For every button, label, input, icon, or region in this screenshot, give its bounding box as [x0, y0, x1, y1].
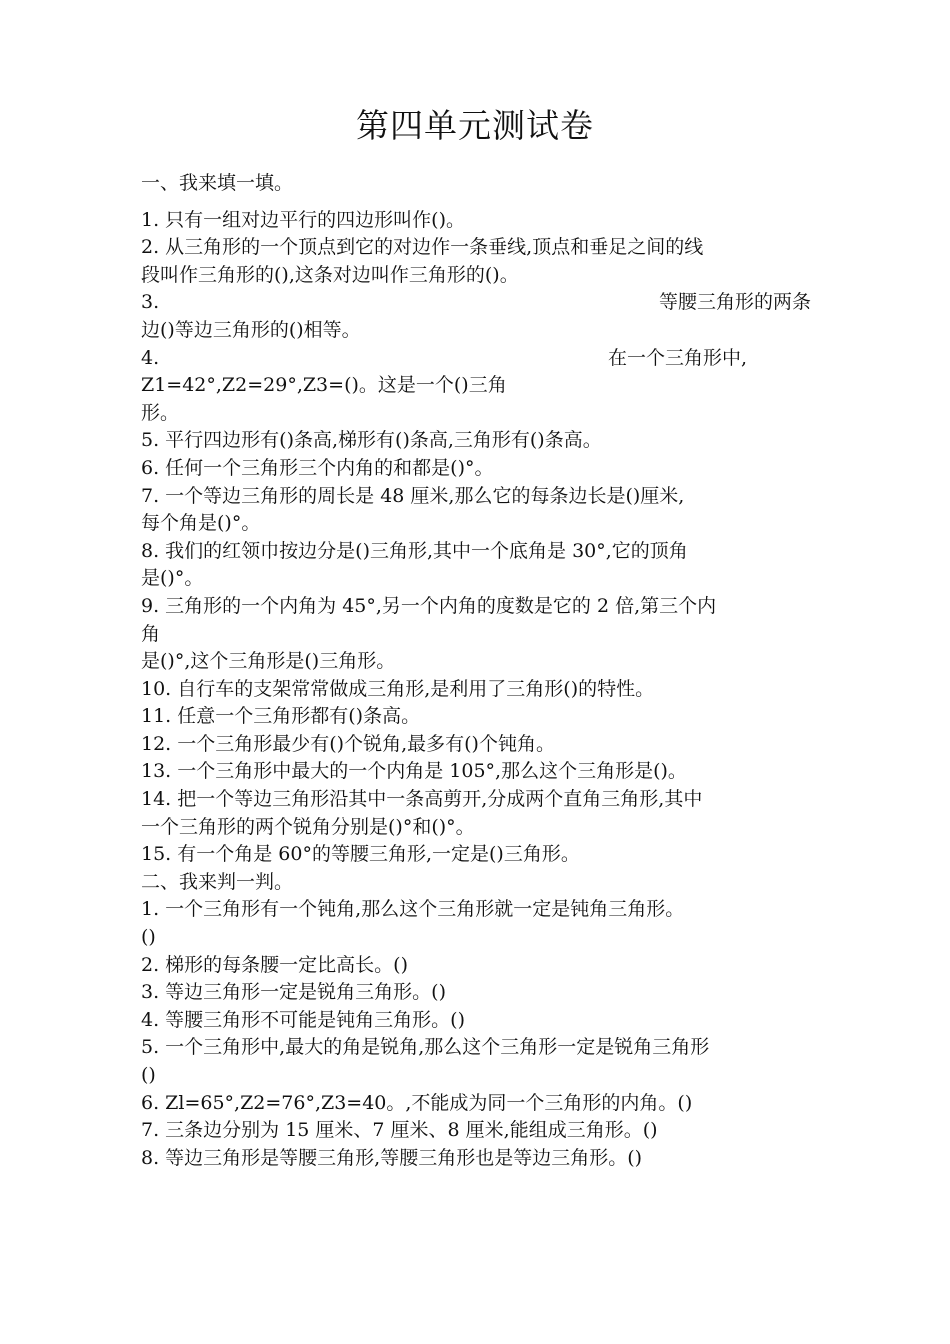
question-3-number: 3. — [141, 291, 160, 314]
question-15: 15. 有一个角是 60°的等腰三角形,一定是()三角形。 — [141, 843, 580, 866]
question-11: 11. 任意一个三角形都有()条高。 — [141, 705, 421, 728]
judge-1-line-2: () — [141, 926, 156, 949]
question-8-line-2: 是()°。 — [141, 567, 204, 590]
question-3-line-1 — [141, 289, 811, 317]
question-12: 12. 一个三角形最少有()个锐角,最多有()个钝角。 — [141, 732, 555, 755]
question-13: 13. 一个三角形中最大的一个内角是 105°,那么这个三角形是()。 — [141, 760, 687, 783]
question-4-number: 4. — [141, 346, 160, 369]
question-4-line-1 — [141, 345, 747, 373]
question-10: 10. 自行车的支架常常做成三角形,是利用了三角形()的特性。 — [141, 677, 655, 700]
question-2-line-2: 段叫作三角形的(),这条对边叫作三角形的()。 — [141, 263, 519, 286]
question-7-line-2: 每个角是()°。 — [141, 512, 261, 535]
judge-7: 7. 三条边分别为 15 厘米、7 厘米、8 厘米,能组成三角形。() — [141, 1119, 658, 1142]
question-7-line-1: 7. 一个等边三角形的周长是 48 厘米,那么它的每条边长是()厘米, — [141, 484, 685, 507]
judge-5-line-2: () — [141, 1064, 156, 1086]
question-1: 1. 只有一组对边平行的四边形叫作()。 — [141, 208, 465, 231]
judge-2: 2. 梯形的每条腰一定比高长。() — [141, 953, 408, 976]
judge-1-line-1: 1. 一个三角形有一个钝角,那么这个三角形就一定是钝角三角形。 — [141, 898, 685, 921]
question-6: 6. 任何一个三角形三个内角的和都是()°。 — [141, 456, 494, 479]
question-14-line-2: 一个三角形的两个锐角分别是()°和()°。 — [141, 815, 475, 838]
section-heading-fill: 一、我来填一填。 — [141, 172, 294, 194]
judge-8: 8. 等边三角形是等腰三角形,等腰三角形也是等边三角形。() — [141, 1146, 643, 1169]
judge-6: 6. Zl=65°,Z2=76°,Z3=40。,不能成为同一个三角形的内角。() — [141, 1091, 693, 1114]
question-4-text: 在一个三角形中, — [607, 346, 747, 369]
test-content — [141, 170, 811, 1172]
question-9-line-1: 9. 三角形的一个内角为 45°,另一个内角的度数是它的 2 倍,第三个内 — [141, 594, 717, 617]
section-heading-judge: 二、我来判一判。 — [141, 870, 294, 893]
question-3-line-2: 边()等边三角形的()相等。 — [141, 318, 361, 341]
judge-3: 3. 等边三角形一定是锐角三角形。() — [141, 981, 446, 1004]
question-4-line-2: Z1=42°,Z2=29°,Z3=()。这是一个()三角 — [141, 374, 507, 397]
judge-5-line-1: 5. 一个三角形中,最大的角是锐角,那么这个三角形一定是锐角三角形 — [141, 1036, 710, 1059]
question-5: 5. 平行四边形有()条高,梯形有()条高,三角形有()条高。 — [141, 429, 602, 452]
question-2-line-1: 2. 从三角形的一个顶点到它的对边作一条垂线,顶点和垂足之间的线 — [141, 236, 704, 259]
question-14-line-1: 14. 把一个等边三角形沿其中一条高剪开,分成两个直角三角形,其中 — [141, 788, 703, 811]
question-9-line-3: 是()°,这个三角形是()三角形。 — [141, 650, 396, 673]
judge-4: 4. 等腰三角形不可能是钝角三角形。() — [141, 1008, 465, 1031]
question-8-line-1: 8. 我们的红领巾按边分是()三角形,其中一个底角是 30°,它的顶角 — [141, 539, 688, 562]
page-title: 第四单元测试卷 — [356, 106, 594, 145]
question-9-line-2: 角 — [141, 622, 161, 645]
question-4-line-3: 形。 — [141, 401, 180, 424]
question-3-text: 等腰三角形的两条 — [658, 291, 811, 314]
